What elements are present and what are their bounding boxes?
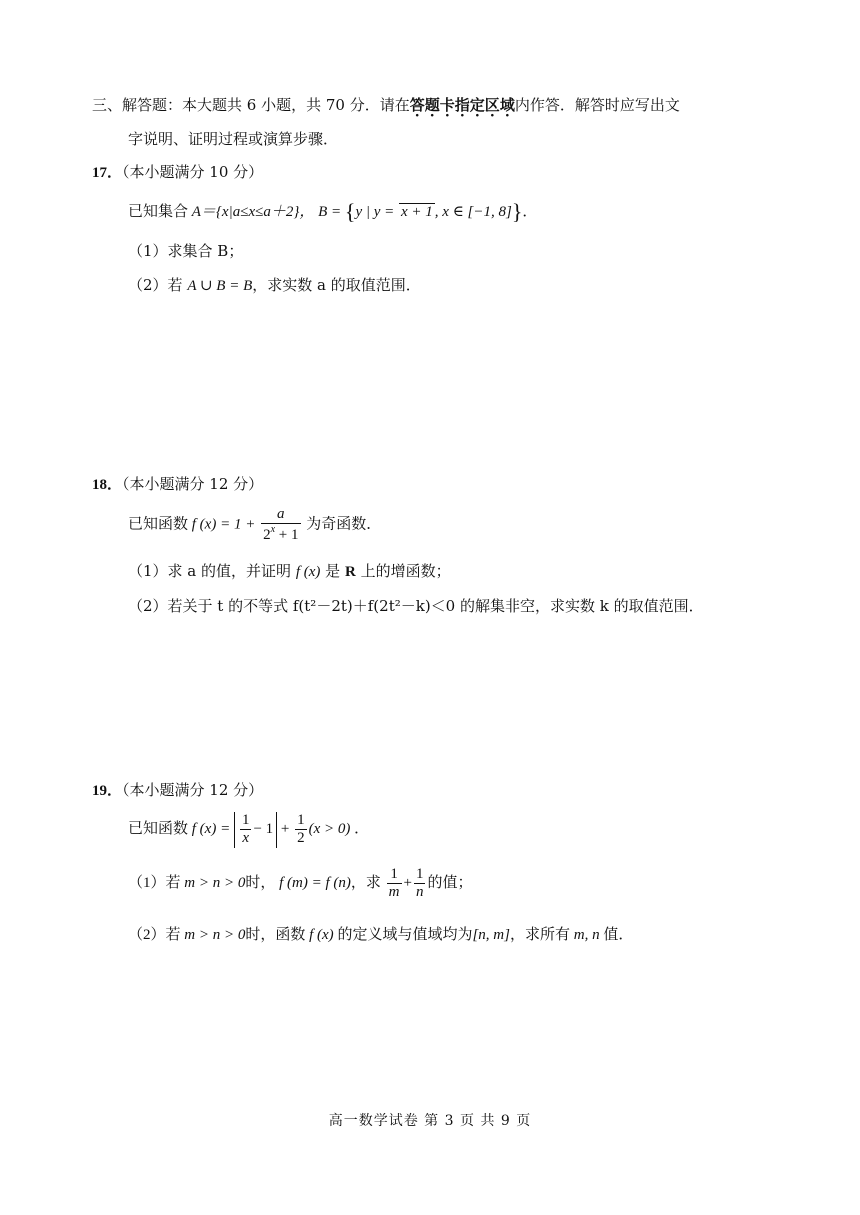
section-header-pre: 三、解答题：本大题共 6 小题，共 70 分．请在 (92, 96, 410, 114)
q19-part1-f2-num: 1 (414, 866, 426, 884)
q17-setB-tail: , x ∈ [−1, 8] (434, 204, 512, 220)
q19-part2-mid2: 的定义域与值域均为 (337, 927, 473, 943)
q17-stem-end: ． (522, 204, 538, 220)
q19-part1-frac-n (414, 866, 426, 902)
q18-frac-den-exp: x (270, 524, 276, 536)
q19-part2-cond: m > n > 0 (184, 927, 246, 943)
q18-part1 (128, 562, 451, 581)
q17-heading (92, 163, 263, 182)
q17-setB-body: y | y = (355, 204, 395, 220)
q19-part1-plus: + (403, 875, 412, 892)
q18-part2: （2）若关于 t 的不等式 f(t²－2t)＋f(2t²－k)＜0 的解集非空，求实数 k 的取值范围． (128, 597, 704, 615)
q18-frac-den (261, 524, 300, 544)
page-footer: 高一数学试卷 第 3 页 共 9 页 (328, 1113, 532, 1129)
q17-part2 (128, 276, 421, 295)
q19-part1-mid: 时， (245, 875, 276, 892)
q19-part1-f1-num: 1 (387, 866, 402, 884)
q17-part1: （1）求集合 B； (128, 242, 244, 260)
q19-half-num: 1 (295, 812, 307, 830)
q18-part1-mid: 是 (325, 562, 341, 580)
q18-number: 18． (92, 477, 123, 493)
q19-abs-num: 1 (240, 812, 252, 830)
q19-part1-f1-den: m (388, 884, 400, 901)
q18-stem-post: 为奇函数． (306, 516, 382, 533)
q19-part2-mid: 时，函数 (245, 927, 306, 943)
q19-score: （本小题满分 12 分） (122, 781, 264, 799)
q17-brace-left: { (344, 199, 356, 224)
q17-stem (128, 199, 537, 225)
q19-abs-den: x (242, 830, 250, 847)
q19-part2-mid3: ，求所有 (509, 927, 570, 943)
q17-stem-pre: 已知集合 (128, 204, 189, 220)
q18-frac-den-base: 2 (263, 527, 271, 544)
q19-part2-pre: （2）若 (128, 927, 181, 943)
q18-score: （本小题满分 12 分） (122, 475, 264, 493)
q19-stem (128, 812, 369, 848)
q19-part1-frac-m (387, 866, 402, 902)
q19-part1-eq: f (m) = f (n) (279, 875, 351, 892)
q18-stem (128, 506, 381, 545)
q18-frac-den-tail: + 1 (275, 527, 299, 544)
q17-part2-math: A ∪ B = B (187, 278, 253, 294)
q18-fx: f (x) = 1 + (191, 516, 256, 533)
q19-absolute-value (234, 812, 277, 848)
section-header-dotted: 答题卡指定区域 (409, 96, 515, 114)
q18-heading (92, 475, 263, 494)
q19-stem-end: ． (354, 821, 370, 838)
q19-part1-pre: （1）若 (128, 875, 181, 892)
section-header-post: 内作答．解答时应写出文 (514, 96, 680, 114)
q18-fraction (261, 506, 300, 545)
q18-stem-pre: 已知函数 (128, 516, 189, 533)
q19-part2-fx: f (x) (309, 927, 334, 943)
section-header-line2: 字说明、证明过程或演算步骤． (128, 130, 339, 148)
q19-half (295, 812, 307, 848)
section-header-line1 (92, 96, 680, 114)
q17-part2-pre: （2）若 (128, 276, 183, 294)
q19-half-den: 2 (297, 830, 305, 847)
q19-heading (92, 781, 263, 800)
q18-frac-num: a (261, 506, 300, 524)
q17-score: （本小题满分 10 分） (122, 163, 264, 181)
q19-part1-post: 的值； (427, 875, 473, 892)
q19-domain: (x > 0) (308, 821, 351, 838)
q17-number: 17． (92, 165, 123, 181)
q18-part1-fx: f (x) (295, 564, 321, 580)
q19-part2 (128, 926, 633, 944)
q18-part1-R: R (344, 564, 356, 580)
q19-part1-cond: m > n > 0 (184, 875, 246, 892)
q18-part1-pre: （1）求 a 的值，并证明 (128, 562, 292, 580)
q19-number: 19． (92, 783, 123, 799)
q18-part1-post: 上的增函数； (360, 562, 451, 580)
q19-fx: f (x) = (191, 821, 231, 838)
q19-part1 (128, 866, 472, 902)
q17-sqrt: x + 1 (401, 204, 433, 220)
q17-setA: A＝{x|a≤x≤a＋2}， (191, 204, 315, 220)
q17-brace-right: } (511, 199, 523, 224)
q17-setB-lhs: B = (318, 204, 342, 220)
q19-abs-fraction (240, 812, 252, 848)
q19-plus: + (280, 821, 290, 838)
q19-abs-tail: − 1 (253, 821, 274, 838)
q19-stem-pre: 已知函数 (128, 821, 189, 838)
q19-part1-ask: ，求 (350, 875, 381, 892)
q19-part2-interval: [n, m] (472, 927, 510, 943)
q19-part2-post: 值． (603, 927, 634, 943)
q17-part2-post: ，求实数 a 的取值范围． (252, 276, 421, 294)
q19-part2-vars: m, n (573, 927, 600, 943)
q19-part1-f2-den: n (415, 884, 424, 901)
